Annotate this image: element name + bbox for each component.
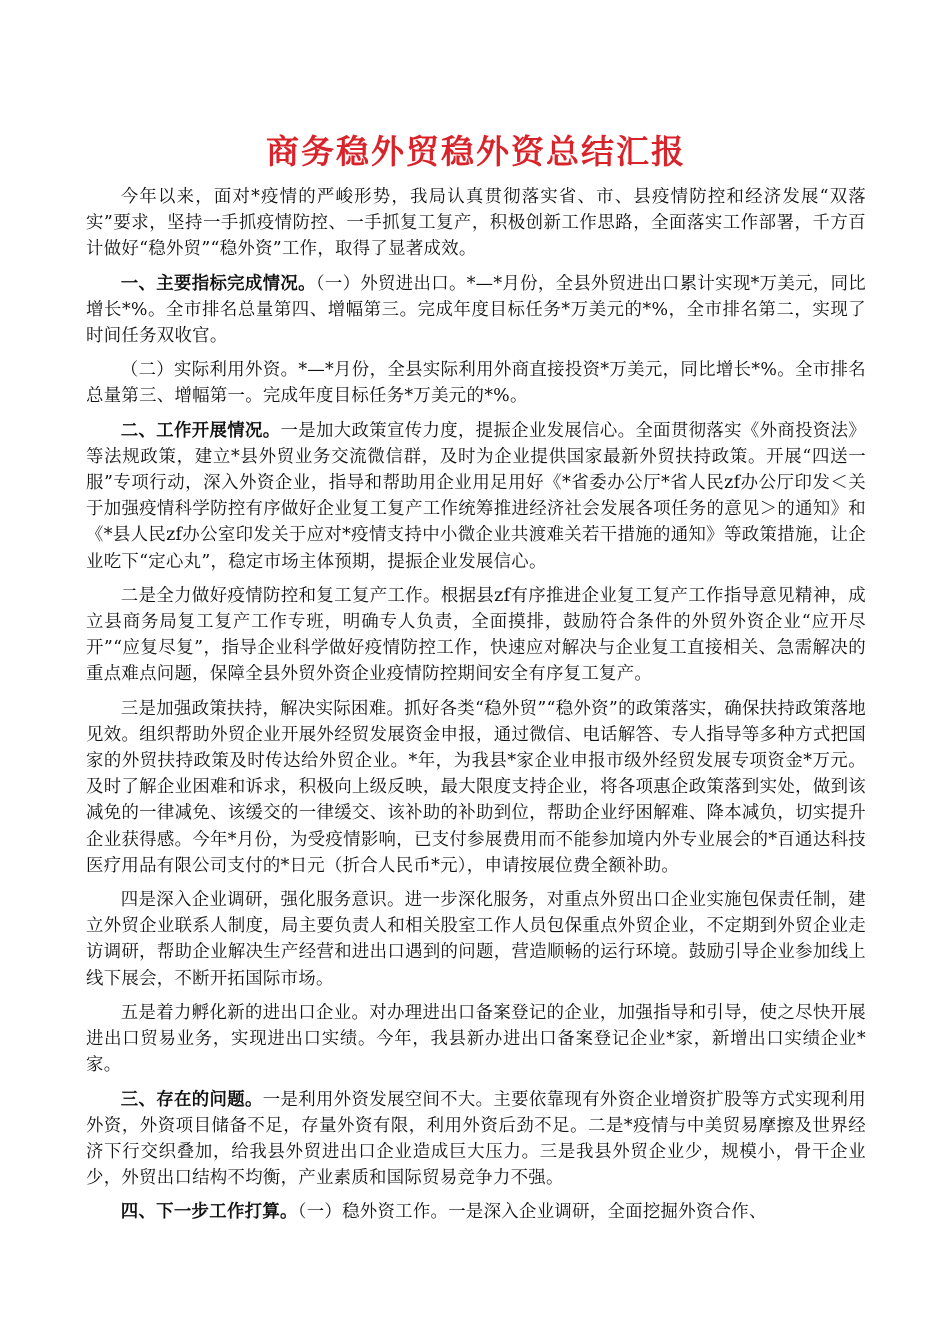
document-page	[86, 130, 866, 1234]
section-3-paragraph	[86, 1087, 866, 1192]
intro-paragraph: 今年以来，面对*疫情的严峻形势，我局认真贯彻落实省、市、县疫情防控和经济发展“双落实”要求，坚持一手抓疫情防控、一手抓复工复产，积极创新工作思路，全面落实工作部署，千方百计做好“稳外贸”“稳外资”工作，取得了显著成效。	[86, 187, 866, 260]
document-title: 商务稳外贸稳外资总结汇报	[266, 132, 686, 171]
section-1-paragraph	[86, 271, 866, 350]
section-2-paragraph	[86, 418, 866, 575]
section-2-point-3: 三是加强政策扶持，解决实际困难。抓好各类“稳外贸”“稳外资”的政策落实，确保扶持政策落地见效。组织帮助外贸企业开展外经贸发展资金申报，通过微信、电话解答、专人指导等多种方式把国家的外贸扶持政策及时传达给外贸企业。*年，为我县*家企业申报市级外经贸发展专项资金*万元。及时了解企业困难和诉求，积极向上级反映，最大限度支持企业，将各项惠企政策落到实处，做到该减免的一律减免、该缓交的一律缓交、该补助的补助到位，帮助企业纾困解难、降本减负，切实提升企业获得感。今年*月份，为受疫情影响，已支付参展费用而不能参加境内外专业展会的*百通达科技医疗用品有限公司支付的*日元（折合人民币*元），申请按展位费全额补助。	[86, 698, 866, 876]
section-2-point-4: 四是深入企业调研，强化服务意识。进一步深化服务，对重点外贸出口企业实施包保责任制，建立外贸企业联系人制度，局主要负责人和相关股室工作人员包保重点外贸企业，不定期到外贸企业走访调研，帮助企业解决生产经营和进出口遇到的问题，营造顺畅的运行环境。鼓励引导企业参加线上线下展会，不断开拓国际市场。	[86, 890, 866, 989]
section-1-sub-2-paragraph: （二）实际利用外资。*—*月份，全县实际利用外商直接投资*万美元，同比增长*%。全市排名总量第三、增幅第一。完成年度目标任务*万美元的*%。	[86, 360, 866, 407]
section-3-body: 一是利用外资发展空间不大。主要依靠现有外资企业增资扩股等方式实现利用外资，外资项目储备不足，存量外资有限，利用外资后劲不足。二是*疫情与中美贸易摩擦及世界经济下行交织叠加，给我县外贸进出口企业造成巨大压力。三是我县外贸企业少，规模小，骨干企业少，外贸出口结构不均衡，产业素质和国际贸易竞争力不强。	[86, 1089, 866, 1189]
section-4-paragraph	[86, 1199, 866, 1225]
section-1-body: （一）外贸进出口。*—*月份，全县外贸进出口累计实现*万美元，同比增长*%。全市排名总量第四、增幅第三。完成年度目标任务*万美元的*%，全市排名第二，实现了时间任务双收官。	[86, 273, 866, 347]
section-2-point-5: 五是着力孵化新的进出口企业。对办理进出口备案登记的企业，加强指导和引导，使之尽快开展进出口贸易业务，实现进出口实绩。今年，我县新办进出口备案登记企业*家，新增出口实绩企业*家。	[86, 1002, 866, 1076]
section-2-body: 一是加大政策宣传力度，提振企业发展信心。全面贯彻落实《外商投资法》等法规政策，建立*县外贸业务交流微信群，及时为企业提供国家最新外贸扶持政策。开展“四送一服”专项行动，深入外资企业，指导和帮助用企业用足用好《*省委办公厅*省人民zf办公厅印发＜关于加强疫情科学防控有序做好企业复工复产工作统筹推进经济社会发展各项任务的意见＞的通知》和《*县人民zf办公室印发关于应对*疫情支持中小微企业共渡难关若干措施的通知》等政策措施，让企业吃下“定心丸”，稳定市场主体预期，提振企业发展信心。	[86, 420, 867, 572]
section-2-point-2: 二是全力做好疫情防控和复工复产工作。根据县zf有序推进企业复工复产工作指导意见精神，成立县商务局复工复产工作专班，明确专人负责，全面摸排，鼓励符合条件的外贸外资企业“应开尽开”“应复尽复”，指导企业科学做好疫情防控工作，快速应对解决与企业复工直接相关、急需解决的重点难点问题，保障全县外贸外资企业疫情防控期间安全有序复工复产。	[86, 585, 866, 685]
section-4-heading: 四、下一步工作打算。	[120, 1202, 298, 1223]
section-3-heading: 三、存在的问题。	[120, 1089, 263, 1110]
section-2-heading: 二、工作开展情况。	[120, 420, 281, 441]
section-1-heading: 一、主要指标完成情况。	[120, 273, 316, 294]
section-4-body: （一）稳外资工作。一是深入企业调研，全面挖掘外资合作、	[297, 1202, 767, 1223]
